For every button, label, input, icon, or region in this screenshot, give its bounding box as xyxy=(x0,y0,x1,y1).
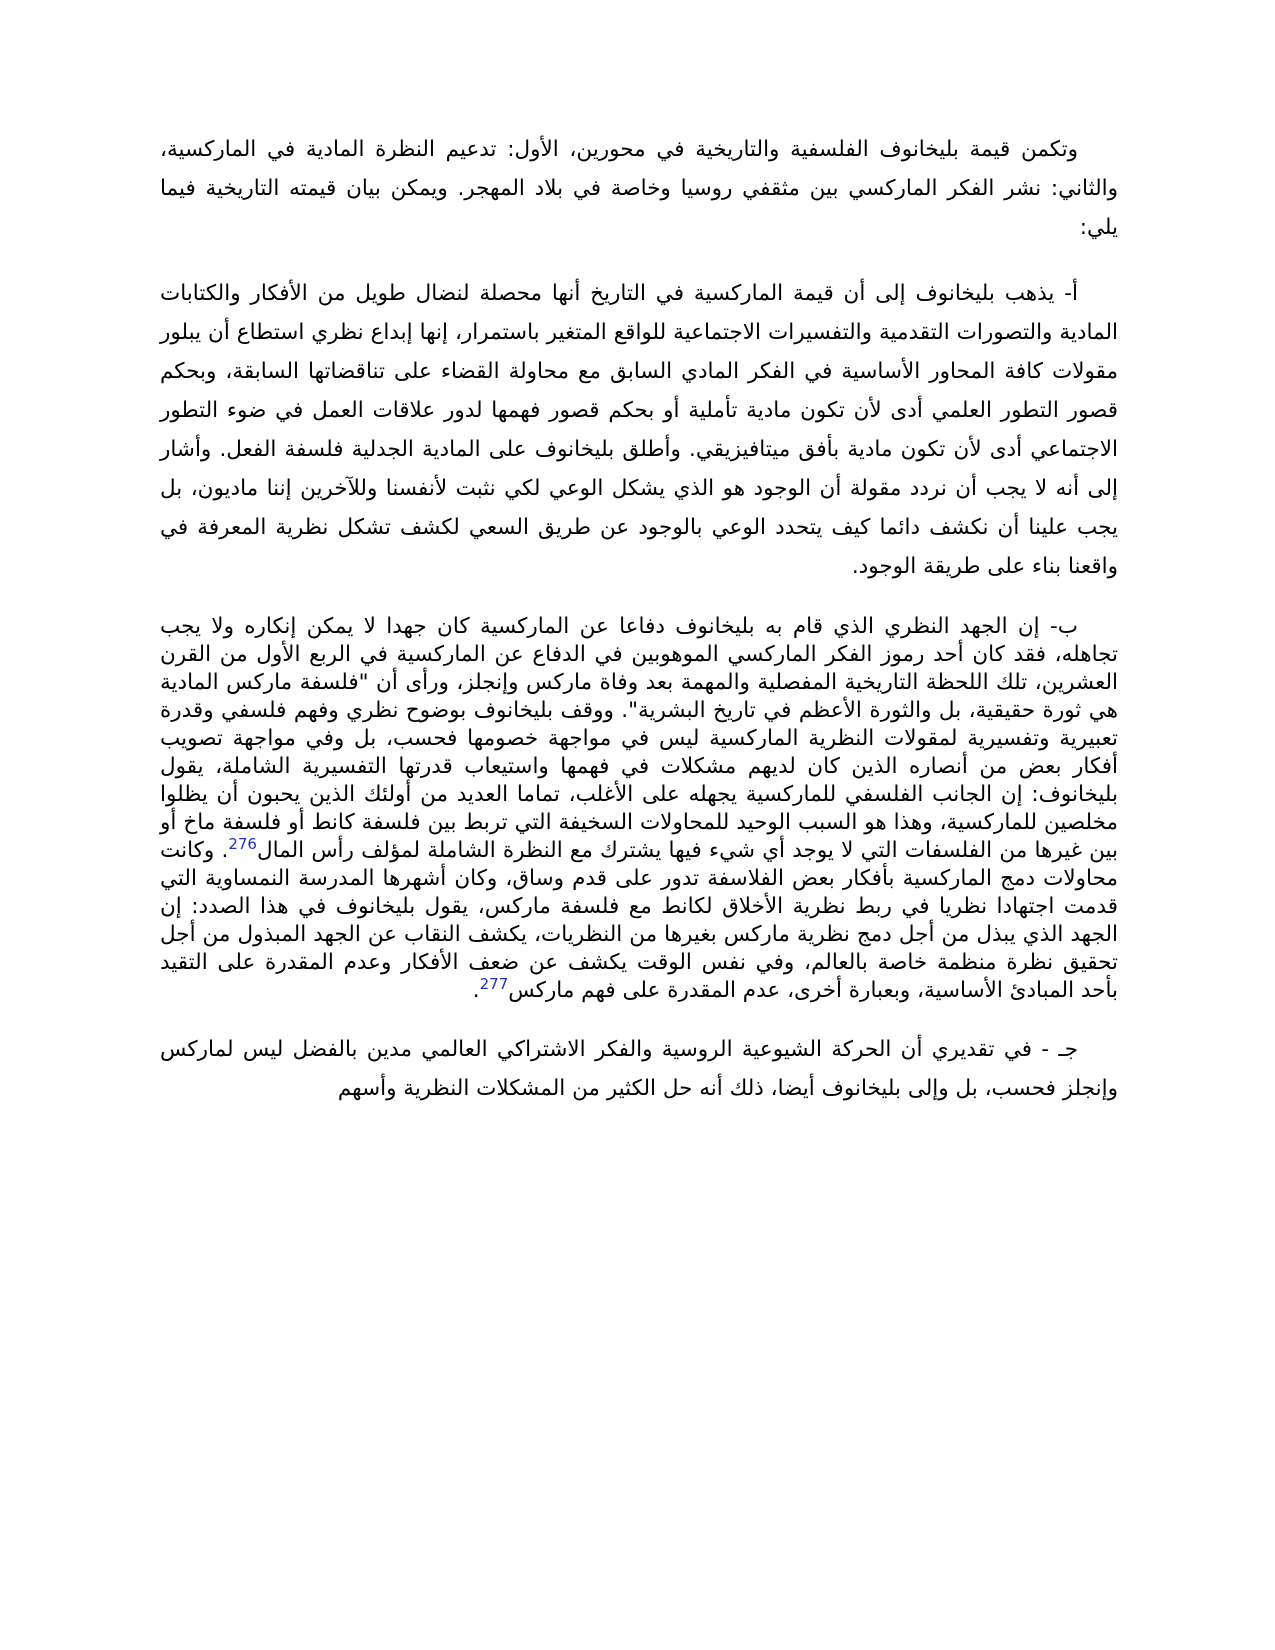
paragraph-b-text-3: . xyxy=(472,978,480,1003)
paragraph-a: أ- يذهب بليخانوف إلى أن قيمة الماركسية في التاريخ أنها محصلة لنضال طويل من الأفكار والكتابات المادية والتصورات التقدمية والتفسيرات الاجتماعية للواقع المتغير باستمرار، إنها إبداع نظري استطاع أن يبلور مقولات كافة المحاور الأساسية في الفكر المادي السابق مع محاولة القضاء على تناقضاتها السابقة، وبحكم قصور التطور العلمي أدى لأن تكون مادية تأملية أو بحكم قصور فهمها لدور علاقات العمل في ضوء التطور الاجتماعي أدى لأن تكون مادية بأفق ميتافيزيقي. وأطلق بليخانوف على المادية الجدلية فلسفة الفعل. وأشار إلى أنه لا يجب أن نردد مقولة أن الوجود هو الذي يشكل الوعي لكي نثبت لأنفسنا وللآخرين إننا ماديون، بل يجب علينا أن نكشف دائما كيف يتحدد الوعي بالوجود عن طريق السعي لكشف تشكل نظرية المعرفة في واقعنا بناء على طريقة الوجود. xyxy=(160,281,1118,579)
paragraph-b-text-1: ب- إن الجهد النظري الذي قام به بليخانوف دفاعا عن الماركسية كان جهدا لا يمكن إنكاره ولا يجب تجاهله، فقد كان أحد رموز الفكر الماركسي الموهوبين في الدفاع عن الماركسية في الربع الأول من القرن العشرين، تلك اللحظة التاريخية المفصلية والمهمة بعد وفاة ماركس وإنجلز، ورأى أن "فلسفة ماركس المادية هي ثورة حقيقية، بل والثورة الأعظم في تاريخ البشرية". ووقف بليخانوف بوضوح نظري وفهم فلسفي وقدرة تعبيرية وتفسيرية لمقولات النظرية الماركسية ليس في مواجهة خصومها فحسب، بل وفي مواجهة تصويب أفكار بعض من أنصاره الذين كان لديهم مشكلات في فهمها واستيعاب قدرتها التفسيرية الشاملة، يقول بليخانوف: إن الجانب الفلسفي للماركسية يجهله على الأغلب، تماما العديد من أولئك الذين يحبون أن يظلوا مخلصين للماركسية، وهذا هو السبب الوحيد للمحاولات السخيفة التي تربط بين فلسفة كانط أو فلسفة ماخ أو بين غيرها من الفلسفات التي لا يوجد أي شيء فيها يشترك مع النظرة الشاملة لمؤلف رأس المال xyxy=(160,614,1119,863)
document-page xyxy=(160,130,1118,1135)
paragraph-b xyxy=(160,613,1118,1005)
footnote-ref-277[interactable]: 277 xyxy=(479,974,509,993)
paragraph-c: جـ - في تقديري أن الحركة الشيوعية الروسية والفكر الاشتراكي العالمي مدين بالفضل ليس لماركس وإنجلز فحسب، بل وإلى بليخانوف أيضا، ذلك أنه حل الكثير من المشكلات النظرية وأسهم xyxy=(160,1037,1118,1101)
paragraph-intro: وتكمن قيمة بليخانوف الفلسفية والتاريخية في محورين، الأول: تدعيم النظرة المادية في الماركسية، والثاني: نشر الفكر الماركسي بين مثقفي روسيا وخاصة في بلاد المهجر. ويمكن بيان قيمته التاريخية فيما يلي: xyxy=(160,137,1118,240)
paragraph-b-text-2: . وكانت محاولات دمج الماركسية بأفكار بعض الفلاسفة تدور على قدم وساق، وكان أشهرها المدرسة النمساوية التي قدمت اجتهادا نظريا في ربط نظرية الأخلاق لكانط مع فلسفة ماركس، يقول بليخانوف في هذا الصدد: إن الجهد الذي يبذل من أجل دمج نظرية ماركس بغيرها من النظريات، يكشف النقاب عن الجهد المبذول من أجل تحقيق نظرة منظمة خاصة بالعالم، وفي نفس الوقت يكشف عن ضعف الأفكار وعدم المقدرة على التقيد بأحد المبادئ الأساسية، وبعبارة أخرى، عدم المقدرة على فهم ماركس xyxy=(160,838,1118,1003)
footnote-ref-276[interactable]: 276 xyxy=(228,834,257,853)
